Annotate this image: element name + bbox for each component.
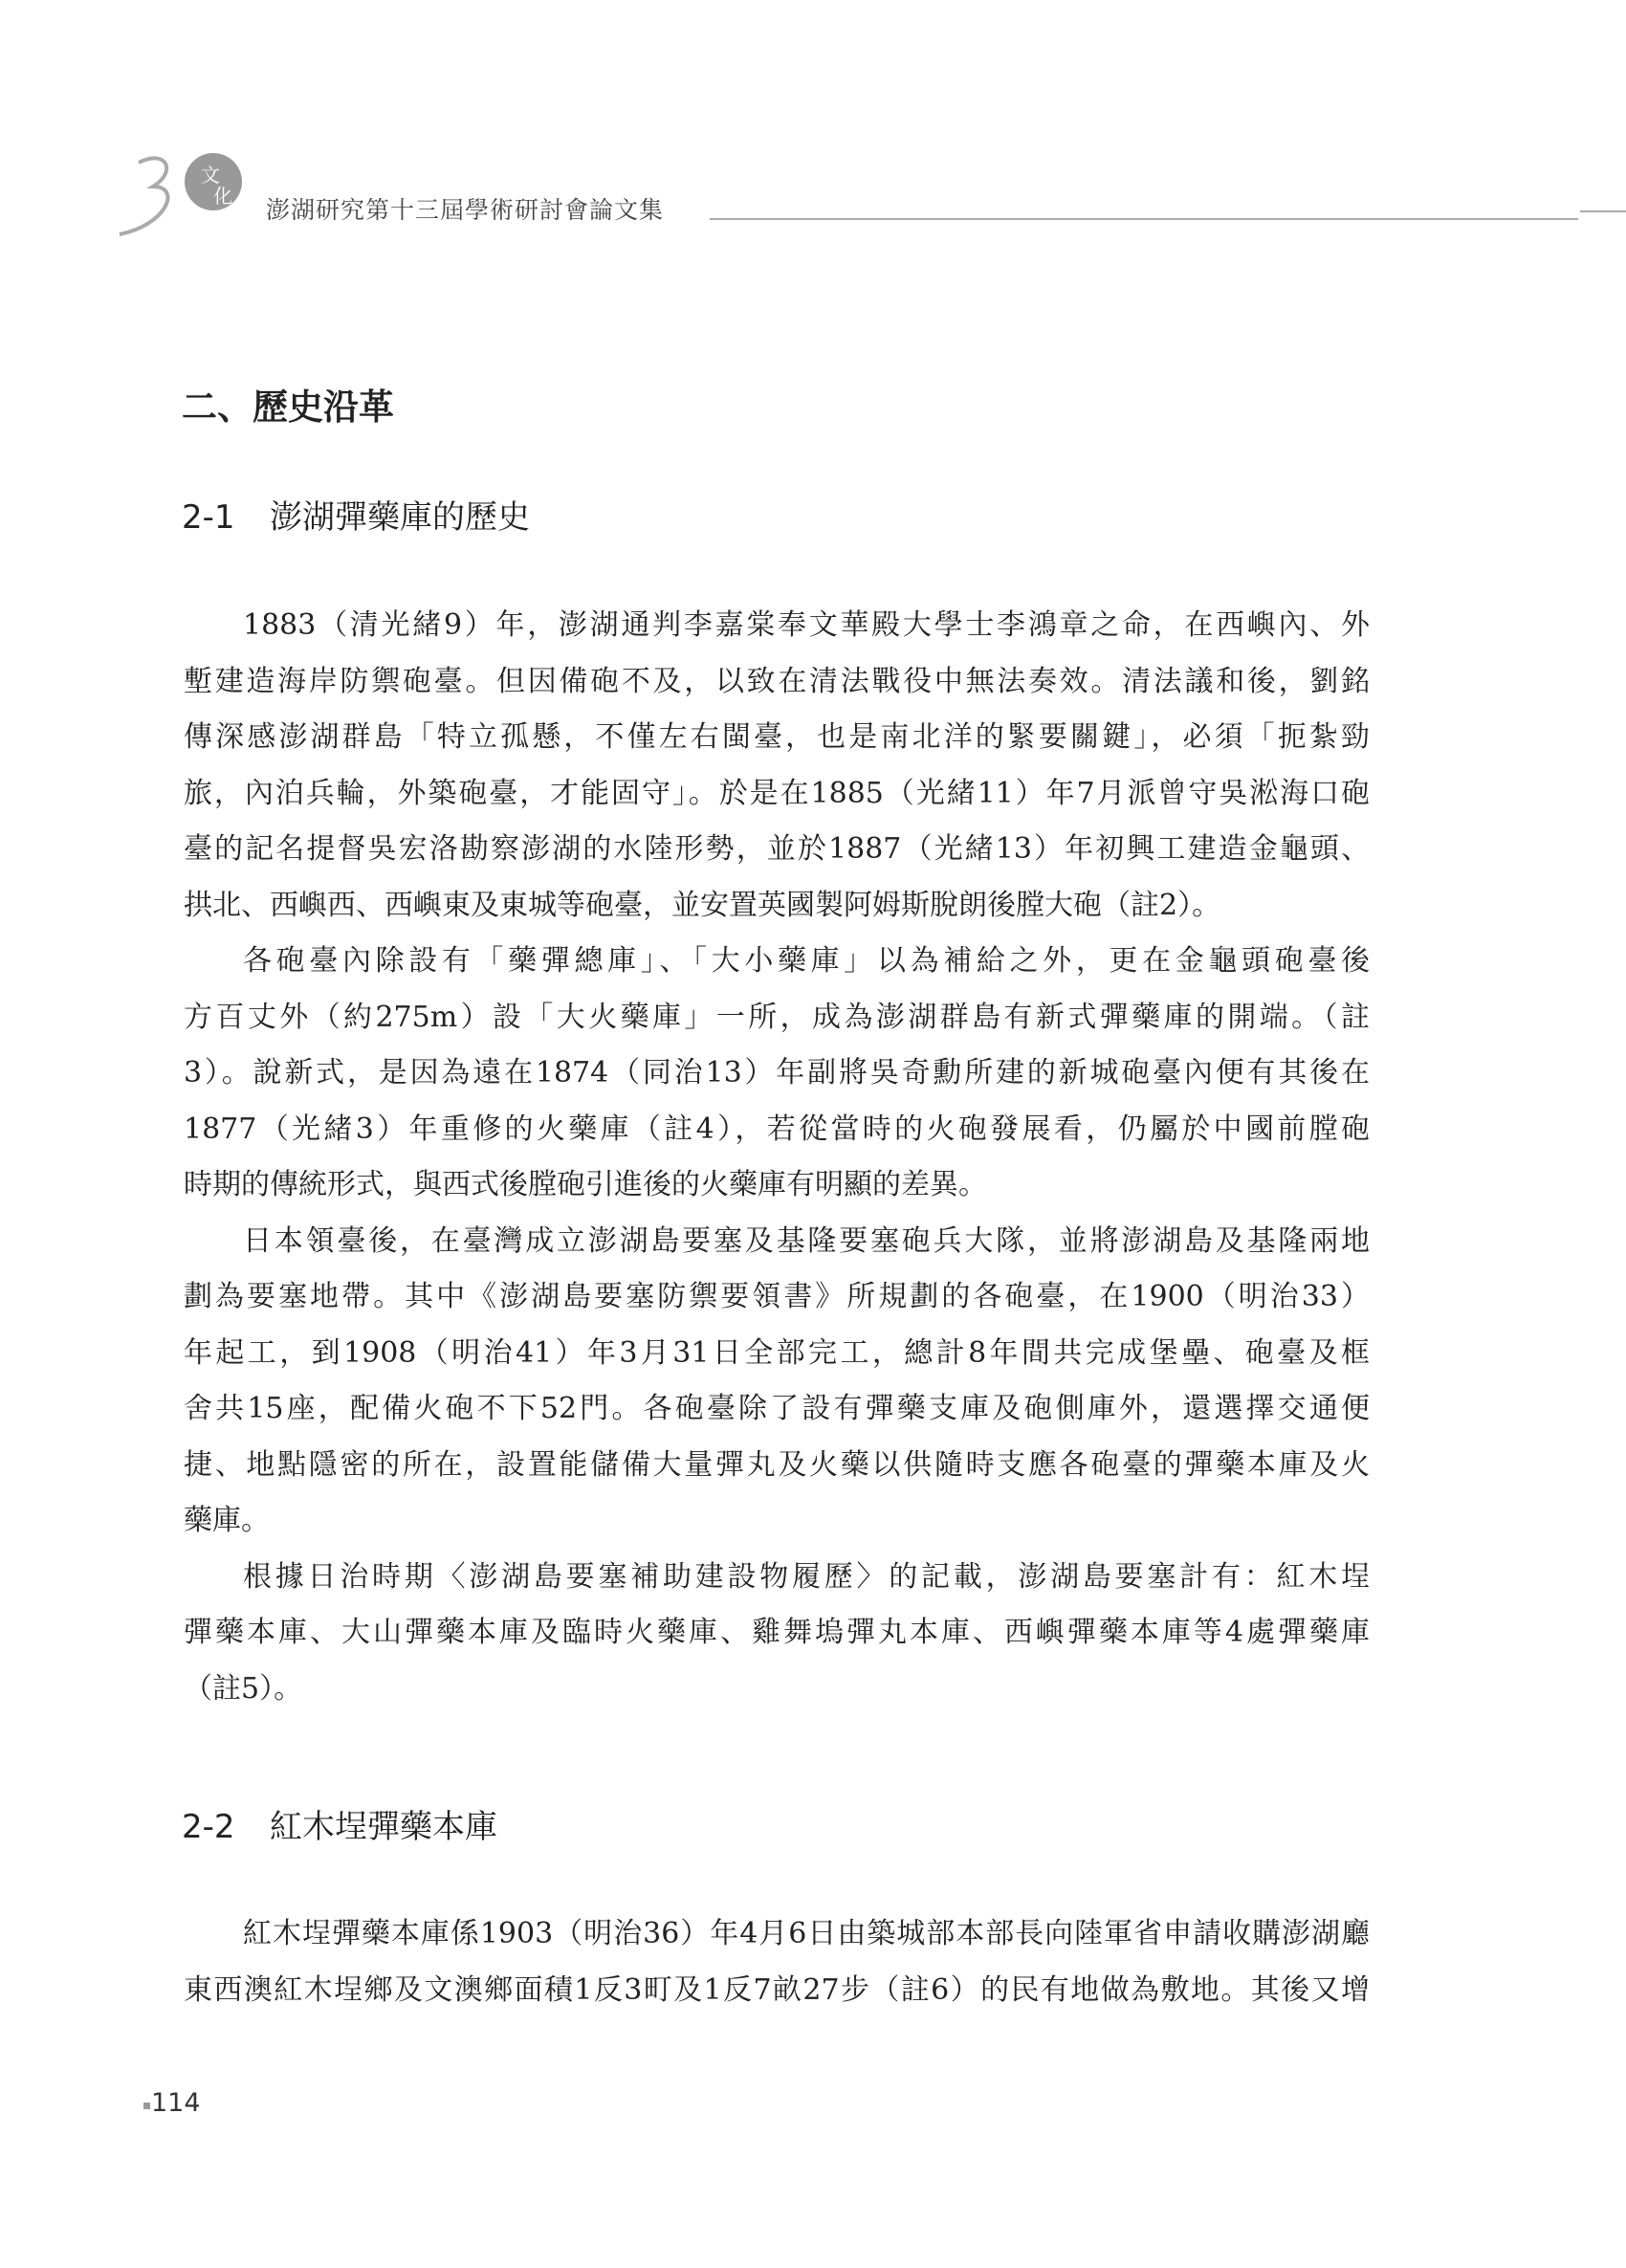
- text-line: 彈藥本庫、大山彈藥本庫及臨時火藥庫、雞舞塢彈丸本庫、西嶼彈藥本庫等4處彈藥庫: [184, 1616, 1370, 1649]
- text-line: 各砲臺內除設有「藥彈總庫」、「大小藥庫」以為補給之外，更在金龜頭砲臺後: [243, 944, 1370, 978]
- subsection-2-1-body: [184, 598, 1370, 1717]
- text-line: 東西澳紅木埕鄉及文澳鄉面積1反3町及1反7畝27步（註6）的民有地做為敷地。其後又增: [184, 1972, 1370, 2007]
- text-line: 1883（清光緒9）年，澎湖通判李嘉棠奉文華殿大學士李鴻章之命，在西嶼內、外: [243, 608, 1370, 642]
- conference-logo: [100, 143, 253, 239]
- subsection-number: 2-2: [182, 1808, 235, 1846]
- text-line: 日本領臺後，在臺灣成立澎湖島要塞及基隆要塞砲兵大隊，並將澎湖島及基隆兩地: [243, 1223, 1370, 1258]
- header-title: 澎湖研究第十三屆學術研討會論文集: [266, 196, 665, 224]
- text-line: 拱北、西嶼西、西嶼東及東城等砲臺，並安置英國製阿姆斯脫朗後膛大砲（註2）。: [184, 888, 1221, 922]
- page-number-bullet: [143, 2103, 150, 2109]
- header-rule: [710, 218, 1578, 220]
- text-line: 臺的記名提督吳宏洛勘察澎湖的水陸形勢，並於1887（光緒13）年初興工建造金龜頭、: [184, 832, 1370, 866]
- text-line: 捷、地點隱密的所在，設置能儲備大量彈丸及火藥以供隨時支應各砲臺的彈藥本庫及火: [184, 1447, 1370, 1482]
- text-line: 劃為要塞地帶。其中《澎湖島要塞防禦要領書》所規劃的各砲臺，在1900（明治33）: [184, 1280, 1370, 1313]
- text-line: 旅，內泊兵輪，外築砲臺，才能固守」。於是在1885（光緒11）年7月派曾守吳淞海口砲: [184, 776, 1370, 810]
- subsection-number: 2-1: [182, 498, 235, 537]
- section-heading: 二、歷史沿革: [182, 386, 394, 428]
- text-line: 方百丈外（約275m）設「大火藥庫」一所，成為澎湖群島有新式彈藥庫的開端。（註: [184, 1000, 1370, 1034]
- text-line: 年起工，到1908（明治41）年3月31日全部完工，總計8年間共完成堡壘、砲臺及框: [184, 1335, 1370, 1370]
- text-line: 傳深感澎湖群島「特立孤懸，不僅左右閩臺，也是南北洋的緊要關鍵」，必須「扼紮勁: [184, 720, 1370, 754]
- svg-text:文: 文: [201, 164, 220, 187]
- page-number: 114: [151, 2088, 201, 2118]
- text-line: 時期的傳統形式，與西式後膛砲引進後的火藥庫有明顯的差異。: [184, 1168, 987, 1201]
- header-rule-end: [1580, 210, 1626, 212]
- text-line: 紅木埕彈藥本庫係1903（明治36）年4月6日由築城部本部長向陸軍省申請收購澎湖廳: [243, 1917, 1370, 1950]
- text-line: 舍共15座，配備火砲不下52門。各砲臺除了設有彈藥支庫及砲側庫外，還選擇交通便: [184, 1392, 1370, 1425]
- subsection-title: 紅木埕彈藥本庫: [270, 1808, 497, 1846]
- text-line: 1877（光緒3）年重修的火藥庫（註4），若從當時的火砲發展看，仍屬於中國前膛砲: [184, 1112, 1370, 1146]
- text-line: 3）。說新式，是因為遠在1874（同治13）年副將吳奇勳所建的新城砲臺內便有其後在: [184, 1056, 1370, 1090]
- svg-text:化: 化: [213, 185, 232, 208]
- subsection-2-2-body: [184, 1906, 1370, 2018]
- text-line: 藥庫。: [184, 1504, 270, 1537]
- text-line: （註5）。: [184, 1671, 303, 1706]
- subsection-heading-2-1: [182, 491, 530, 538]
- text-line: 根據日治時期〈澎湖島要塞補助建設物履歷〉的記載，澎湖島要塞計有：紅木埕: [243, 1559, 1370, 1594]
- text-line: 塹建造海岸防禦砲臺。但因備砲不及，以致在清法戰役中無法奏效。清法議和後，劉銘: [184, 664, 1370, 698]
- subsection-heading-2-2: [182, 1800, 497, 1847]
- subsection-title: 澎湖彈藥庫的歷史: [270, 498, 530, 537]
